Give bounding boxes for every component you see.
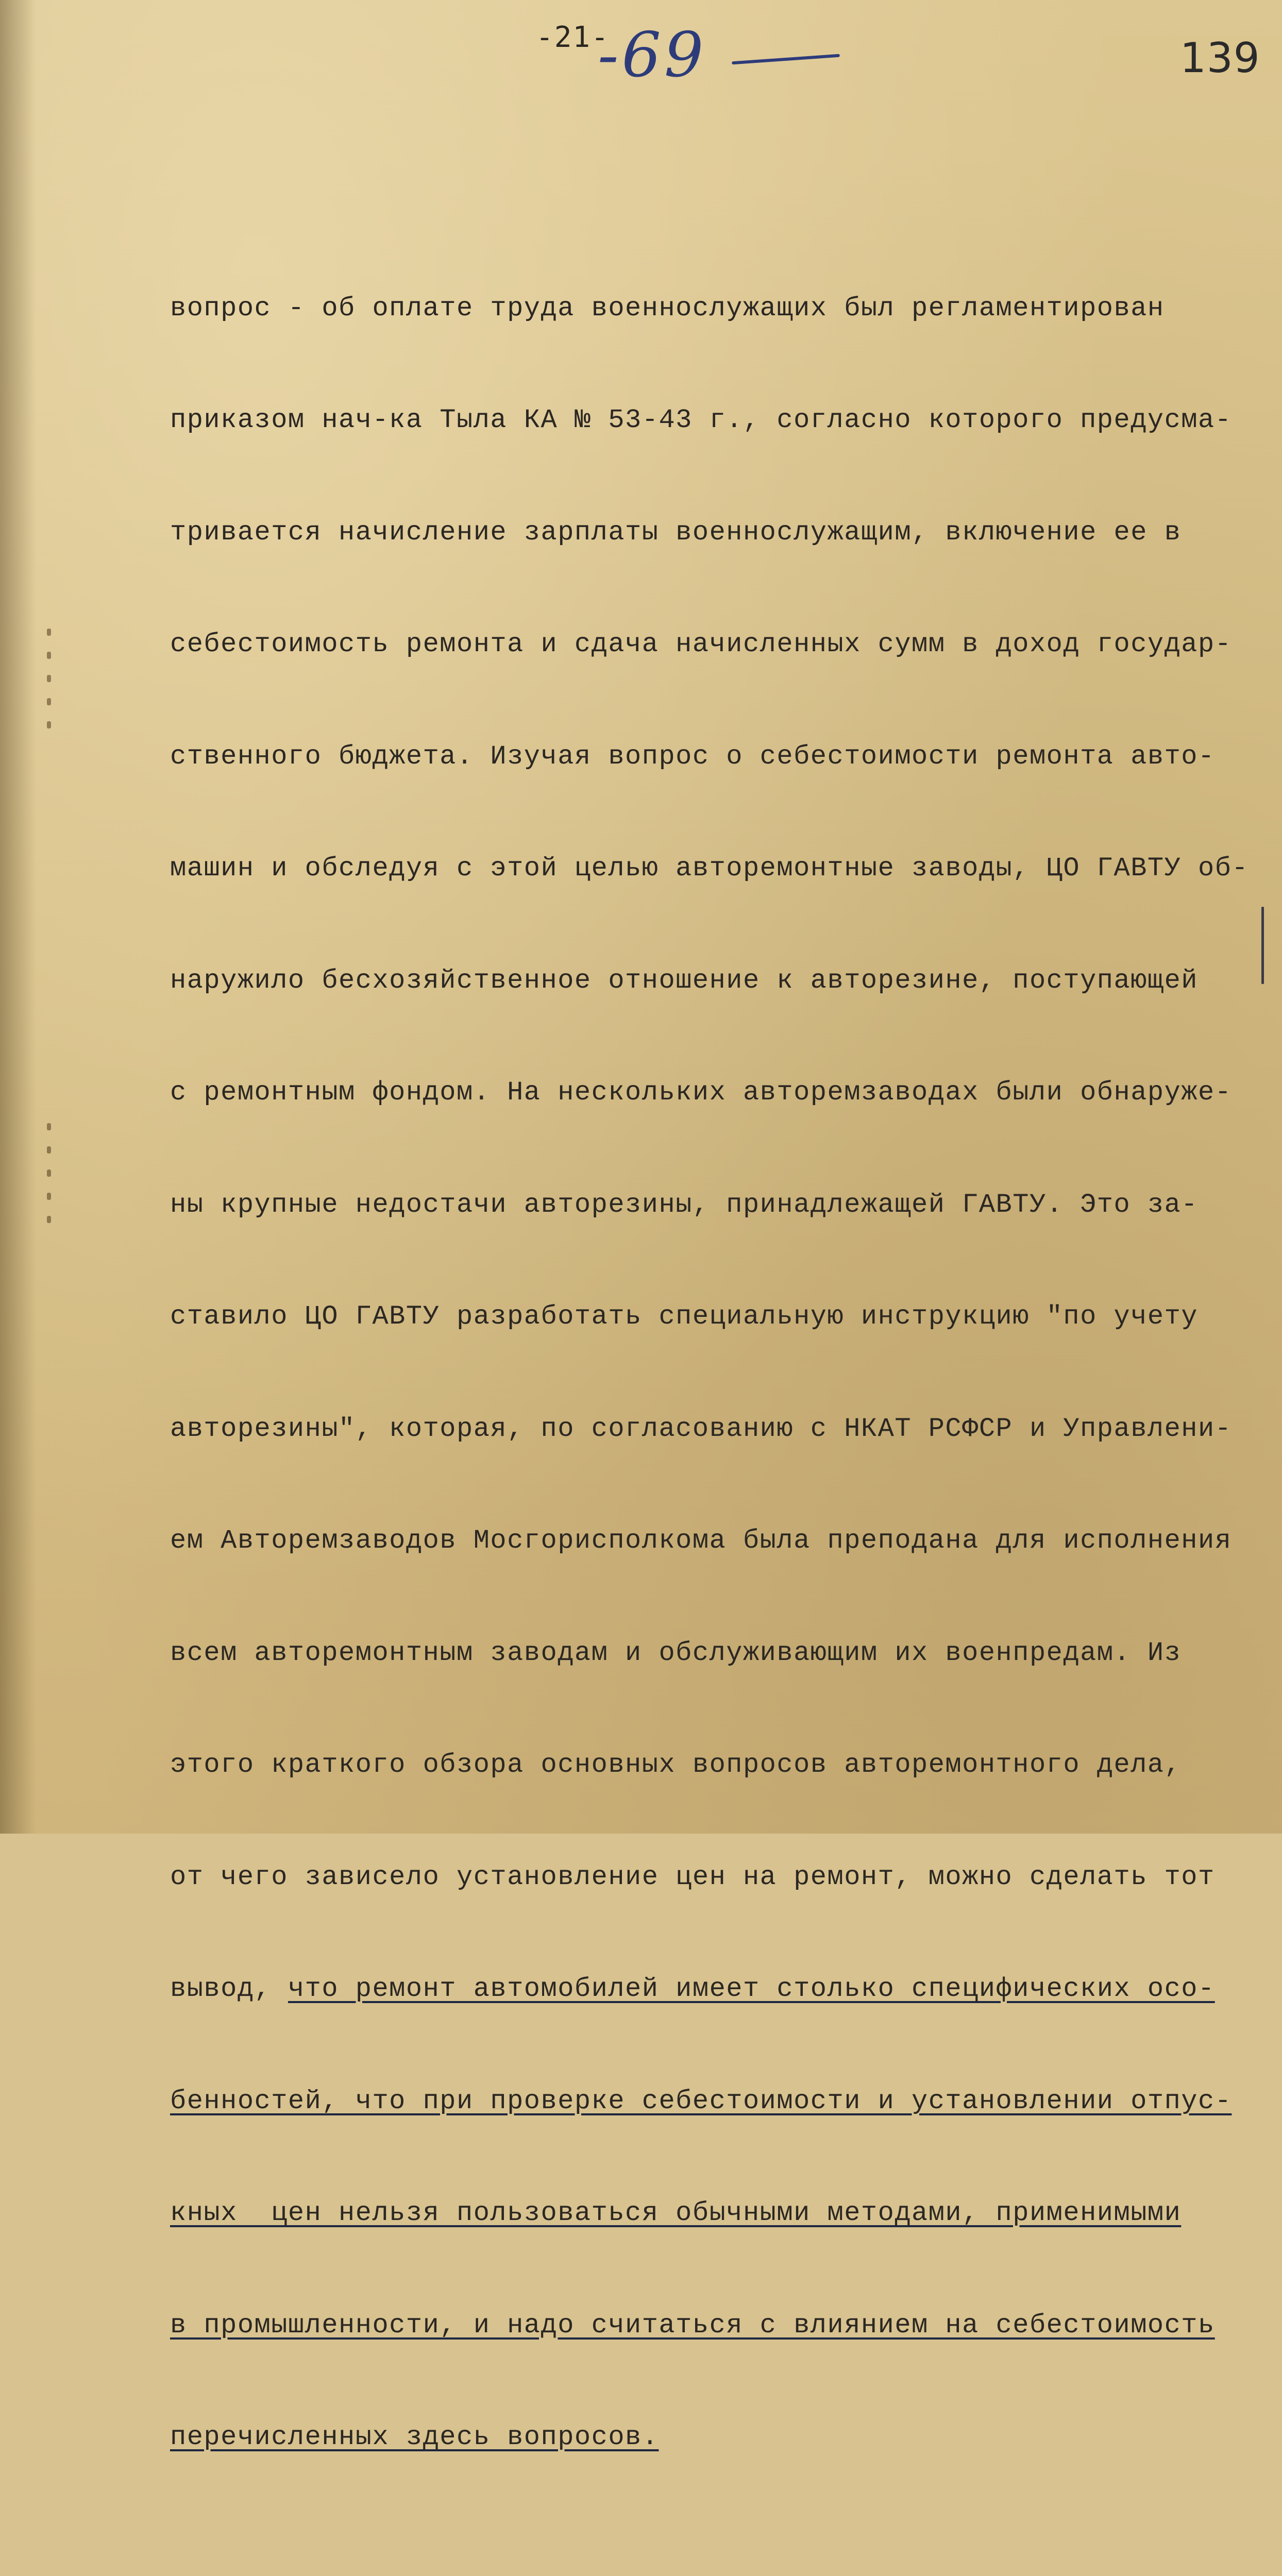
text-line: вопрос - об оплате труда военнослужащих был регламентирован xyxy=(170,293,1165,324)
text-line: ставило ЦО ГАВТУ разработать специальную инструкцию "по учету xyxy=(170,1301,1199,1332)
text-line: от чего зависело установление цен на ремонт, можно сделать тот xyxy=(170,1861,1215,1892)
text-line: ем Авторемзаводов Мосгорисполкома была преподана для исполнения xyxy=(170,1526,1232,1556)
underlined-text: кных цен нельзя пользоваться обычными методами, применимыми xyxy=(170,2198,1182,2228)
text-line: ственного бюджета. Изучая вопрос о себестоимости ремонта авто- xyxy=(170,741,1215,772)
binding-hole xyxy=(47,1123,51,1130)
text-line: ны крупные недостачи авторезины, принадлежащей ГАВТУ. Это за- xyxy=(170,1189,1199,1220)
text-line: авторезины", которая, по согласованию с НКАТ РСФСР и Управлени- xyxy=(170,1413,1232,1444)
underlined-text: в промышленности, и надо считаться с влиянием на себестоимость xyxy=(170,2310,1215,2341)
page-header xyxy=(0,10,1282,93)
text-line: себестоимость ремонта и сдача начисленных сумм в доход государ- xyxy=(170,629,1232,659)
binding-hole xyxy=(47,1216,51,1223)
binding-hole xyxy=(47,1193,51,1200)
text-line: машин и обследуя с этой целью авторемонтные заводы, ЦО ГАВТУ об- xyxy=(170,853,1249,884)
typed-page-number: -21- xyxy=(536,21,610,54)
text-line: наружило бесхозяйственное отношение к авторезине, поступающей xyxy=(170,965,1199,996)
binding-hole xyxy=(47,1170,51,1177)
binding-hole xyxy=(47,629,51,636)
binding-hole xyxy=(47,652,51,659)
paragraph xyxy=(170,215,1278,2531)
text-line: тривается начисление зарплаты военнослужащим, включение ее в xyxy=(170,517,1182,548)
binding-hole xyxy=(47,675,51,682)
archive-sheet-number: 139 xyxy=(1180,34,1260,82)
binding-holes xyxy=(44,0,54,1834)
underlined-text: что ремонт автомобилей имеет столько специфических осо- xyxy=(288,1974,1215,2004)
binding-hole xyxy=(47,1146,51,1154)
binding-hole xyxy=(47,698,51,705)
handwritten-stroke xyxy=(732,54,840,65)
text-line: всем авторемонтным заводам и обслуживающим их военпредам. Из xyxy=(170,1637,1182,1668)
text-line xyxy=(170,1971,1278,2008)
underlined-text: бенностей, что при проверке себестоимости и установлении отпус- xyxy=(170,2086,1232,2116)
margin-pencil-mark xyxy=(1261,907,1264,984)
text-line: этого краткого обзора основных вопросов авторемонтного дела, xyxy=(170,1750,1182,1780)
text-line: приказом нач-ка Тыла КА № 53-43 г., согласно которого предусма- xyxy=(170,405,1232,435)
binding-hole xyxy=(47,721,51,728)
page-shadow-edge xyxy=(0,0,36,1834)
text-line: с ремонтным фондом. На нескольких авторемзаводах были обнаруже- xyxy=(170,1077,1232,1108)
handwritten-page-number: -69 xyxy=(598,20,707,91)
text-segment: вывод, xyxy=(170,1974,288,2004)
document-body xyxy=(170,103,1278,2576)
underlined-text: перечисленных здесь вопросов. xyxy=(170,2422,659,2452)
